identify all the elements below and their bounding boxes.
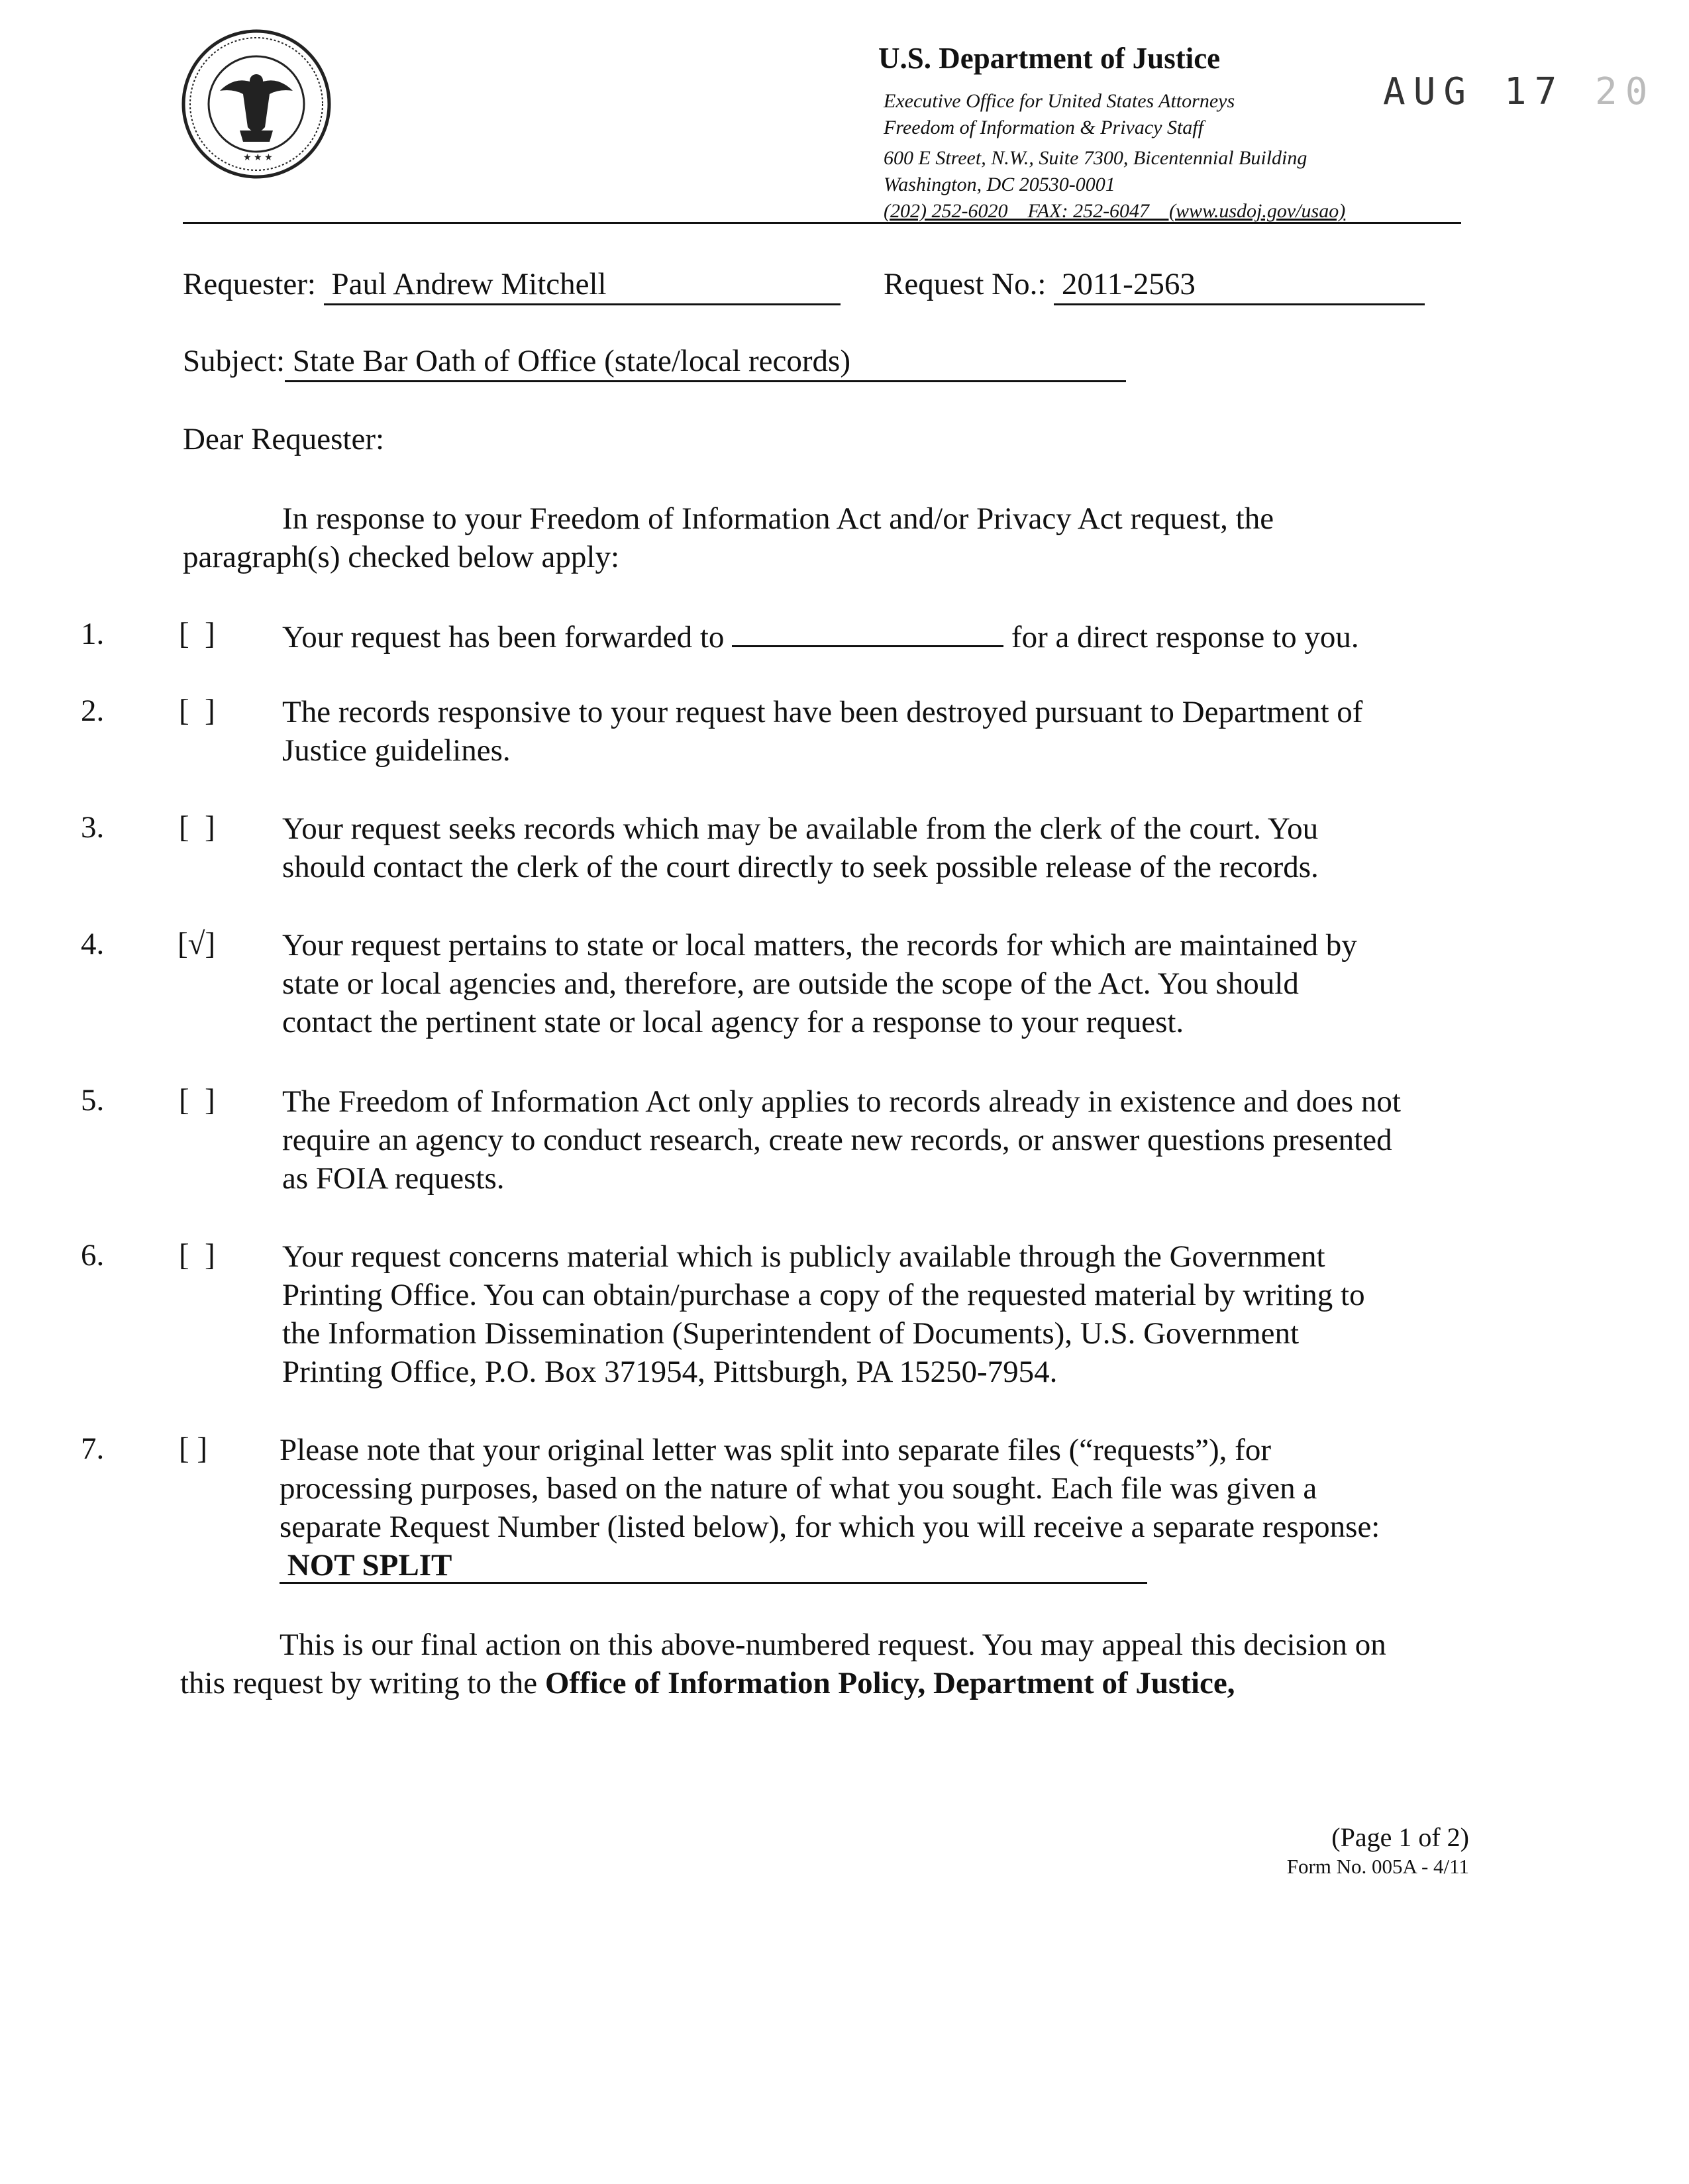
split-value: NOT SPLIT xyxy=(287,1548,452,1583)
item-5-text xyxy=(282,1082,1401,1198)
item-7-line-3: separate Request Number (listed below), for which you will receive a separate response: xyxy=(280,1510,1380,1544)
office-line-3: 600 E Street, N.W., Suite 7300, Bicentennial Building xyxy=(884,147,1307,169)
item-4-line-3: contact the pertinent state or local agency for a response to your request. xyxy=(282,1005,1184,1039)
header-rule xyxy=(183,222,1461,224)
item-5-line-2: require an agency to conduct research, create new records, or answer questions presented xyxy=(282,1123,1392,1157)
office-line-4: Washington, DC 20530-0001 xyxy=(884,174,1115,195)
svg-text:★ ★ ★: ★ ★ ★ xyxy=(243,153,273,163)
closing-line-2 xyxy=(180,1664,1235,1702)
request-no-value xyxy=(1054,265,1425,305)
item-2-line-2: Justice guidelines. xyxy=(282,733,511,768)
item-1-line-2: for a direct response to you. xyxy=(1011,620,1359,654)
agency-title: U.S. Department of Justice xyxy=(878,42,1221,75)
item-6-number: 6. xyxy=(81,1238,105,1273)
forwarded-to-blank xyxy=(732,616,1003,647)
office-line-1: Executive Office for United States Attorneys xyxy=(884,90,1235,112)
item-3-text xyxy=(282,809,1319,886)
form-number: Form No. 005A - 4/11 xyxy=(1286,1855,1469,1878)
item-1-number: 1. xyxy=(81,617,105,651)
item-6-line-4: Printing Office, P.O. Box 371954, Pittsburgh, PA 15250-7954. xyxy=(282,1355,1058,1389)
page-number: (Page 1 of 2) xyxy=(1331,1822,1469,1852)
item-2-line-1: The records responsive to your request have been destroyed pursuant to Department of xyxy=(282,695,1363,729)
item-6-line-1: Your request concerns material which is publicly available through the Government xyxy=(282,1239,1325,1274)
item-5-number: 5. xyxy=(81,1083,105,1118)
stamp-faint: 20 xyxy=(1564,70,1656,113)
requester-row xyxy=(183,265,841,305)
office-line-5: (202) 252-6020 FAX: 252-6047 (www.usdoj.gov/usao) xyxy=(884,200,1346,222)
requester-label: Requester: xyxy=(183,267,316,301)
item-1-line-1: Your request has been forwarded to xyxy=(282,620,725,654)
doj-seal xyxy=(180,28,333,180)
item-1-text xyxy=(282,616,1359,656)
subject-value xyxy=(285,342,1126,382)
subject-text: State Bar Oath of Office (state/local records) xyxy=(292,344,850,378)
split-value-field xyxy=(280,1549,1147,1584)
date-stamp xyxy=(1383,70,1655,113)
item-4-text xyxy=(282,926,1357,1041)
requester-value xyxy=(324,265,841,305)
closing-line-1: This is our final action on this above-numbered request. You may appeal this decision on xyxy=(280,1628,1386,1662)
item-4-line-1: Your request pertains to state or local matters, the records for which are maintained by xyxy=(282,928,1357,962)
item-6-checkbox[interactable]: [ ] xyxy=(179,1238,215,1273)
item-4-line-2: state or local agencies and, therefore, are outside the scope of the Act. You should xyxy=(282,966,1299,1001)
item-4-checkbox[interactable]: [√] xyxy=(178,927,216,961)
item-3-line-2: should contact the clerk of the court directly to seek possible release of the records. xyxy=(282,850,1319,884)
item-3-line-1: Your request seeks records which may be available from the clerk of the court. You xyxy=(282,811,1319,846)
closing-line-2-bold: Office of Information Policy, Department of Justice, xyxy=(544,1666,1235,1700)
item-7-line-1: Please note that your original letter was split into separate files (“requests”), for xyxy=(280,1433,1271,1467)
item-2-number: 2. xyxy=(81,694,105,728)
subject-label: Subject: xyxy=(183,344,285,378)
item-6-line-2: Printing Office. You can obtain/purchase a copy of the requested material by writing to xyxy=(282,1278,1365,1312)
stamp-text: AUG 17 xyxy=(1383,70,1565,113)
request-no-label: Request No.: xyxy=(884,267,1047,301)
item-7-checkbox[interactable]: [ ] xyxy=(179,1431,208,1466)
request-no-row xyxy=(884,265,1425,305)
requester-name: Paul Andrew Mitchell xyxy=(331,267,607,301)
subject-row xyxy=(183,342,1126,382)
intro-line-2: paragraph(s) checked below apply: xyxy=(183,540,620,574)
item-2-text xyxy=(282,693,1362,770)
item-3-checkbox[interactable]: [ ] xyxy=(179,810,215,845)
closing-line-2-plain: this request by writing to the xyxy=(180,1666,545,1700)
item-4-number: 4. xyxy=(81,927,105,961)
item-7-line-2: processing purposes, based on the nature of what you sought. Each file was given a xyxy=(280,1471,1317,1506)
item-5-line-3: as FOIA requests. xyxy=(282,1161,505,1196)
item-6-text xyxy=(282,1237,1365,1391)
salutation: Dear Requester: xyxy=(183,422,385,456)
request-no-number: 2011-2563 xyxy=(1061,267,1196,301)
item-1-checkbox[interactable]: [ ] xyxy=(179,617,215,651)
item-7-text xyxy=(280,1431,1380,1585)
item-7-number: 7. xyxy=(81,1431,105,1466)
intro-line-1: In response to your Freedom of Information Act and/or Privacy Act request, the xyxy=(282,501,1274,536)
item-5-line-1: The Freedom of Information Act only applies to records already in existence and does not xyxy=(282,1084,1401,1119)
office-line-2: Freedom of Information & Privacy Staff xyxy=(884,117,1203,138)
item-6-line-3: the Information Dissemination (Superintendent of Documents), U.S. Government xyxy=(282,1316,1300,1351)
item-5-checkbox[interactable]: [ ] xyxy=(179,1083,215,1118)
item-2-checkbox[interactable]: [ ] xyxy=(179,694,215,728)
item-3-number: 3. xyxy=(81,810,105,845)
